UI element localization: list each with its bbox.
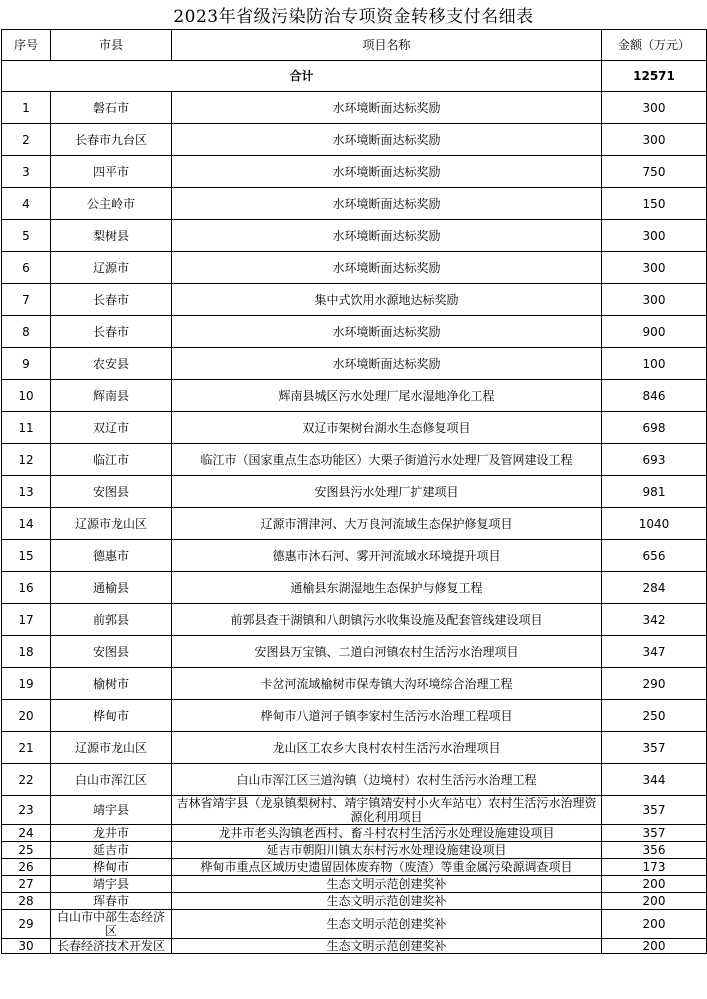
cell-amount: 150 (602, 188, 707, 220)
cell-city: 桦甸市 (51, 700, 172, 732)
cell-amount: 846 (602, 380, 707, 412)
cell-seq: 25 (2, 842, 51, 859)
cell-seq: 7 (2, 284, 51, 316)
cell-project: 前郭县查干湖镇和八朗镇污水收集设施及配套管线建设项目 (172, 604, 602, 636)
cell-project: 水环境断面达标奖励 (172, 316, 602, 348)
table-row (2, 796, 707, 825)
cell-amount: 284 (602, 572, 707, 604)
cell-amount: 300 (602, 92, 707, 124)
cell-project: 生态文明示范创建奖补 (172, 939, 602, 954)
table-row (2, 825, 707, 842)
cell-seq: 14 (2, 508, 51, 540)
table-row (2, 348, 707, 380)
table-row (2, 910, 707, 939)
cell-amount: 200 (602, 893, 707, 910)
cell-seq: 2 (2, 124, 51, 156)
cell-amount: 693 (602, 444, 707, 476)
funding-table (1, 29, 707, 954)
cell-city: 临江市 (51, 444, 172, 476)
cell-seq: 30 (2, 939, 51, 954)
table-row (2, 668, 707, 700)
cell-city: 长春经济技术开发区 (51, 939, 172, 954)
cell-project: 辽源市渭津河、大万良河流域生态保护修复项目 (172, 508, 602, 540)
cell-seq: 27 (2, 876, 51, 893)
cell-project: 通榆县东湖湿地生态保护与修复工程 (172, 572, 602, 604)
cell-project: 生态文明示范创建奖补 (172, 893, 602, 910)
cell-amount: 981 (602, 476, 707, 508)
table-row (2, 876, 707, 893)
cell-seq: 3 (2, 156, 51, 188)
cell-project: 水环境断面达标奖励 (172, 188, 602, 220)
cell-project: 吉林省靖宇县（龙泉镇梨树村、靖宇镇靖安村小火车站屯）农村生活污水治理资源化利用项目 (172, 796, 602, 825)
cell-seq: 19 (2, 668, 51, 700)
cell-city: 白山市浑江区 (51, 764, 172, 796)
header-amount: 金额（万元） (602, 30, 707, 61)
cell-project: 安图县万宝镇、二道白河镇农村生活污水治理项目 (172, 636, 602, 668)
cell-amount: 750 (602, 156, 707, 188)
cell-seq: 22 (2, 764, 51, 796)
cell-project: 水环境断面达标奖励 (172, 252, 602, 284)
cell-amount: 357 (602, 825, 707, 842)
cell-city: 长春市 (51, 316, 172, 348)
cell-city: 德惠市 (51, 540, 172, 572)
table-row (2, 636, 707, 668)
cell-amount: 300 (602, 284, 707, 316)
table-row (2, 540, 707, 572)
table-row (2, 700, 707, 732)
table-row (2, 732, 707, 764)
cell-project: 白山市浑江区三道沟镇（边境村）农村生活污水治理工程 (172, 764, 602, 796)
cell-amount: 347 (602, 636, 707, 668)
cell-amount: 173 (602, 859, 707, 876)
cell-city: 长春市 (51, 284, 172, 316)
cell-city: 公主岭市 (51, 188, 172, 220)
cell-project: 龙井市老头沟镇老西村、畜斗村农村生活污水处理设施建设项目 (172, 825, 602, 842)
cell-amount: 656 (602, 540, 707, 572)
table-row (2, 939, 707, 954)
cell-city: 榆树市 (51, 668, 172, 700)
cell-project: 辉南县城区污水处理厂尾水湿地净化工程 (172, 380, 602, 412)
cell-amount: 300 (602, 252, 707, 284)
cell-amount: 344 (602, 764, 707, 796)
cell-amount: 200 (602, 876, 707, 893)
cell-project: 生态文明示范创建奖补 (172, 910, 602, 939)
cell-seq: 28 (2, 893, 51, 910)
cell-amount: 356 (602, 842, 707, 859)
cell-amount: 300 (602, 220, 707, 252)
cell-city: 延吉市 (51, 842, 172, 859)
cell-seq: 13 (2, 476, 51, 508)
cell-city: 长春市九台区 (51, 124, 172, 156)
cell-city: 四平市 (51, 156, 172, 188)
table-row (2, 220, 707, 252)
cell-city: 安图县 (51, 636, 172, 668)
table-row (2, 316, 707, 348)
table-row (2, 412, 707, 444)
cell-project: 集中式饮用水源地达标奖励 (172, 284, 602, 316)
total-row (2, 61, 707, 92)
cell-amount: 698 (602, 412, 707, 444)
cell-amount: 1040 (602, 508, 707, 540)
cell-city: 靖宇县 (51, 876, 172, 893)
cell-seq: 8 (2, 316, 51, 348)
cell-city: 磐石市 (51, 92, 172, 124)
cell-seq: 15 (2, 540, 51, 572)
cell-city: 农安县 (51, 348, 172, 380)
cell-project: 桦甸市八道河子镇李家村生活污水治理工程项目 (172, 700, 602, 732)
table-row (2, 124, 707, 156)
cell-city: 靖宇县 (51, 796, 172, 825)
cell-seq: 24 (2, 825, 51, 842)
table-row (2, 859, 707, 876)
cell-seq: 23 (2, 796, 51, 825)
cell-amount: 250 (602, 700, 707, 732)
cell-project: 卡岔河流域榆树市保寿镇大沟环境综合治理工程 (172, 668, 602, 700)
cell-amount: 290 (602, 668, 707, 700)
header-seq: 序号 (2, 30, 51, 61)
table-row (2, 92, 707, 124)
cell-city: 白山市中部生态经济区 (51, 910, 172, 939)
cell-amount: 357 (602, 732, 707, 764)
cell-amount: 100 (602, 348, 707, 380)
cell-city: 安图县 (51, 476, 172, 508)
cell-project: 延吉市朝阳川镇太东村污水处理设施建设项目 (172, 842, 602, 859)
table-row (2, 380, 707, 412)
table-row (2, 764, 707, 796)
header-city: 市县 (51, 30, 172, 61)
cell-project: 德惠市沐石河、雾开河流域水环境提升项目 (172, 540, 602, 572)
cell-project: 水环境断面达标奖励 (172, 124, 602, 156)
table-row (2, 572, 707, 604)
table-row (2, 476, 707, 508)
cell-city: 前郭县 (51, 604, 172, 636)
cell-city: 龙井市 (51, 825, 172, 842)
cell-amount: 200 (602, 910, 707, 939)
cell-seq: 12 (2, 444, 51, 476)
cell-city: 双辽市 (51, 412, 172, 444)
cell-city: 通榆县 (51, 572, 172, 604)
cell-project: 安图县污水处理厂扩建项目 (172, 476, 602, 508)
header-project: 项目名称 (172, 30, 602, 61)
cell-city: 辽源市 (51, 252, 172, 284)
cell-city: 辽源市龙山区 (51, 508, 172, 540)
cell-seq: 4 (2, 188, 51, 220)
table-row (2, 284, 707, 316)
table-row (2, 604, 707, 636)
cell-seq: 21 (2, 732, 51, 764)
header-row (2, 30, 707, 61)
cell-seq: 20 (2, 700, 51, 732)
cell-project: 双辽市架树台湖水生态修复项目 (172, 412, 602, 444)
cell-seq: 6 (2, 252, 51, 284)
table-row (2, 252, 707, 284)
table-row (2, 188, 707, 220)
cell-project: 水环境断面达标奖励 (172, 220, 602, 252)
cell-city: 辽源市龙山区 (51, 732, 172, 764)
table-row (2, 444, 707, 476)
cell-city: 桦甸市 (51, 859, 172, 876)
cell-city: 辉南县 (51, 380, 172, 412)
table-row (2, 508, 707, 540)
total-label: 合计 (2, 61, 602, 92)
cell-project: 水环境断面达标奖励 (172, 156, 602, 188)
cell-amount: 357 (602, 796, 707, 825)
cell-project: 水环境断面达标奖励 (172, 348, 602, 380)
cell-project: 生态文明示范创建奖补 (172, 876, 602, 893)
cell-amount: 900 (602, 316, 707, 348)
cell-seq: 9 (2, 348, 51, 380)
cell-project: 龙山区工农乡大良村农村生活污水治理项目 (172, 732, 602, 764)
cell-amount: 200 (602, 939, 707, 954)
cell-seq: 18 (2, 636, 51, 668)
cell-amount: 342 (602, 604, 707, 636)
cell-city: 珲春市 (51, 893, 172, 910)
cell-seq: 17 (2, 604, 51, 636)
cell-project: 桦甸市重点区域历史遗留固体废弃物（废渣）等重金属污染源调查项目 (172, 859, 602, 876)
table-row (2, 156, 707, 188)
table-row (2, 893, 707, 910)
cell-seq: 16 (2, 572, 51, 604)
total-amount: 12571 (602, 61, 707, 92)
cell-city: 梨树县 (51, 220, 172, 252)
cell-seq: 26 (2, 859, 51, 876)
cell-seq: 11 (2, 412, 51, 444)
cell-seq: 10 (2, 380, 51, 412)
cell-project: 水环境断面达标奖励 (172, 92, 602, 124)
table-row (2, 842, 707, 859)
cell-seq: 5 (2, 220, 51, 252)
cell-seq: 29 (2, 910, 51, 939)
cell-project: 临江市（国家重点生态功能区）大栗子街道污水处理厂及管网建设工程 (172, 444, 602, 476)
table-title: 2023年省级污染防治专项资金转移支付名细表 (173, 7, 534, 27)
cell-seq: 1 (2, 92, 51, 124)
cell-amount: 300 (602, 124, 707, 156)
